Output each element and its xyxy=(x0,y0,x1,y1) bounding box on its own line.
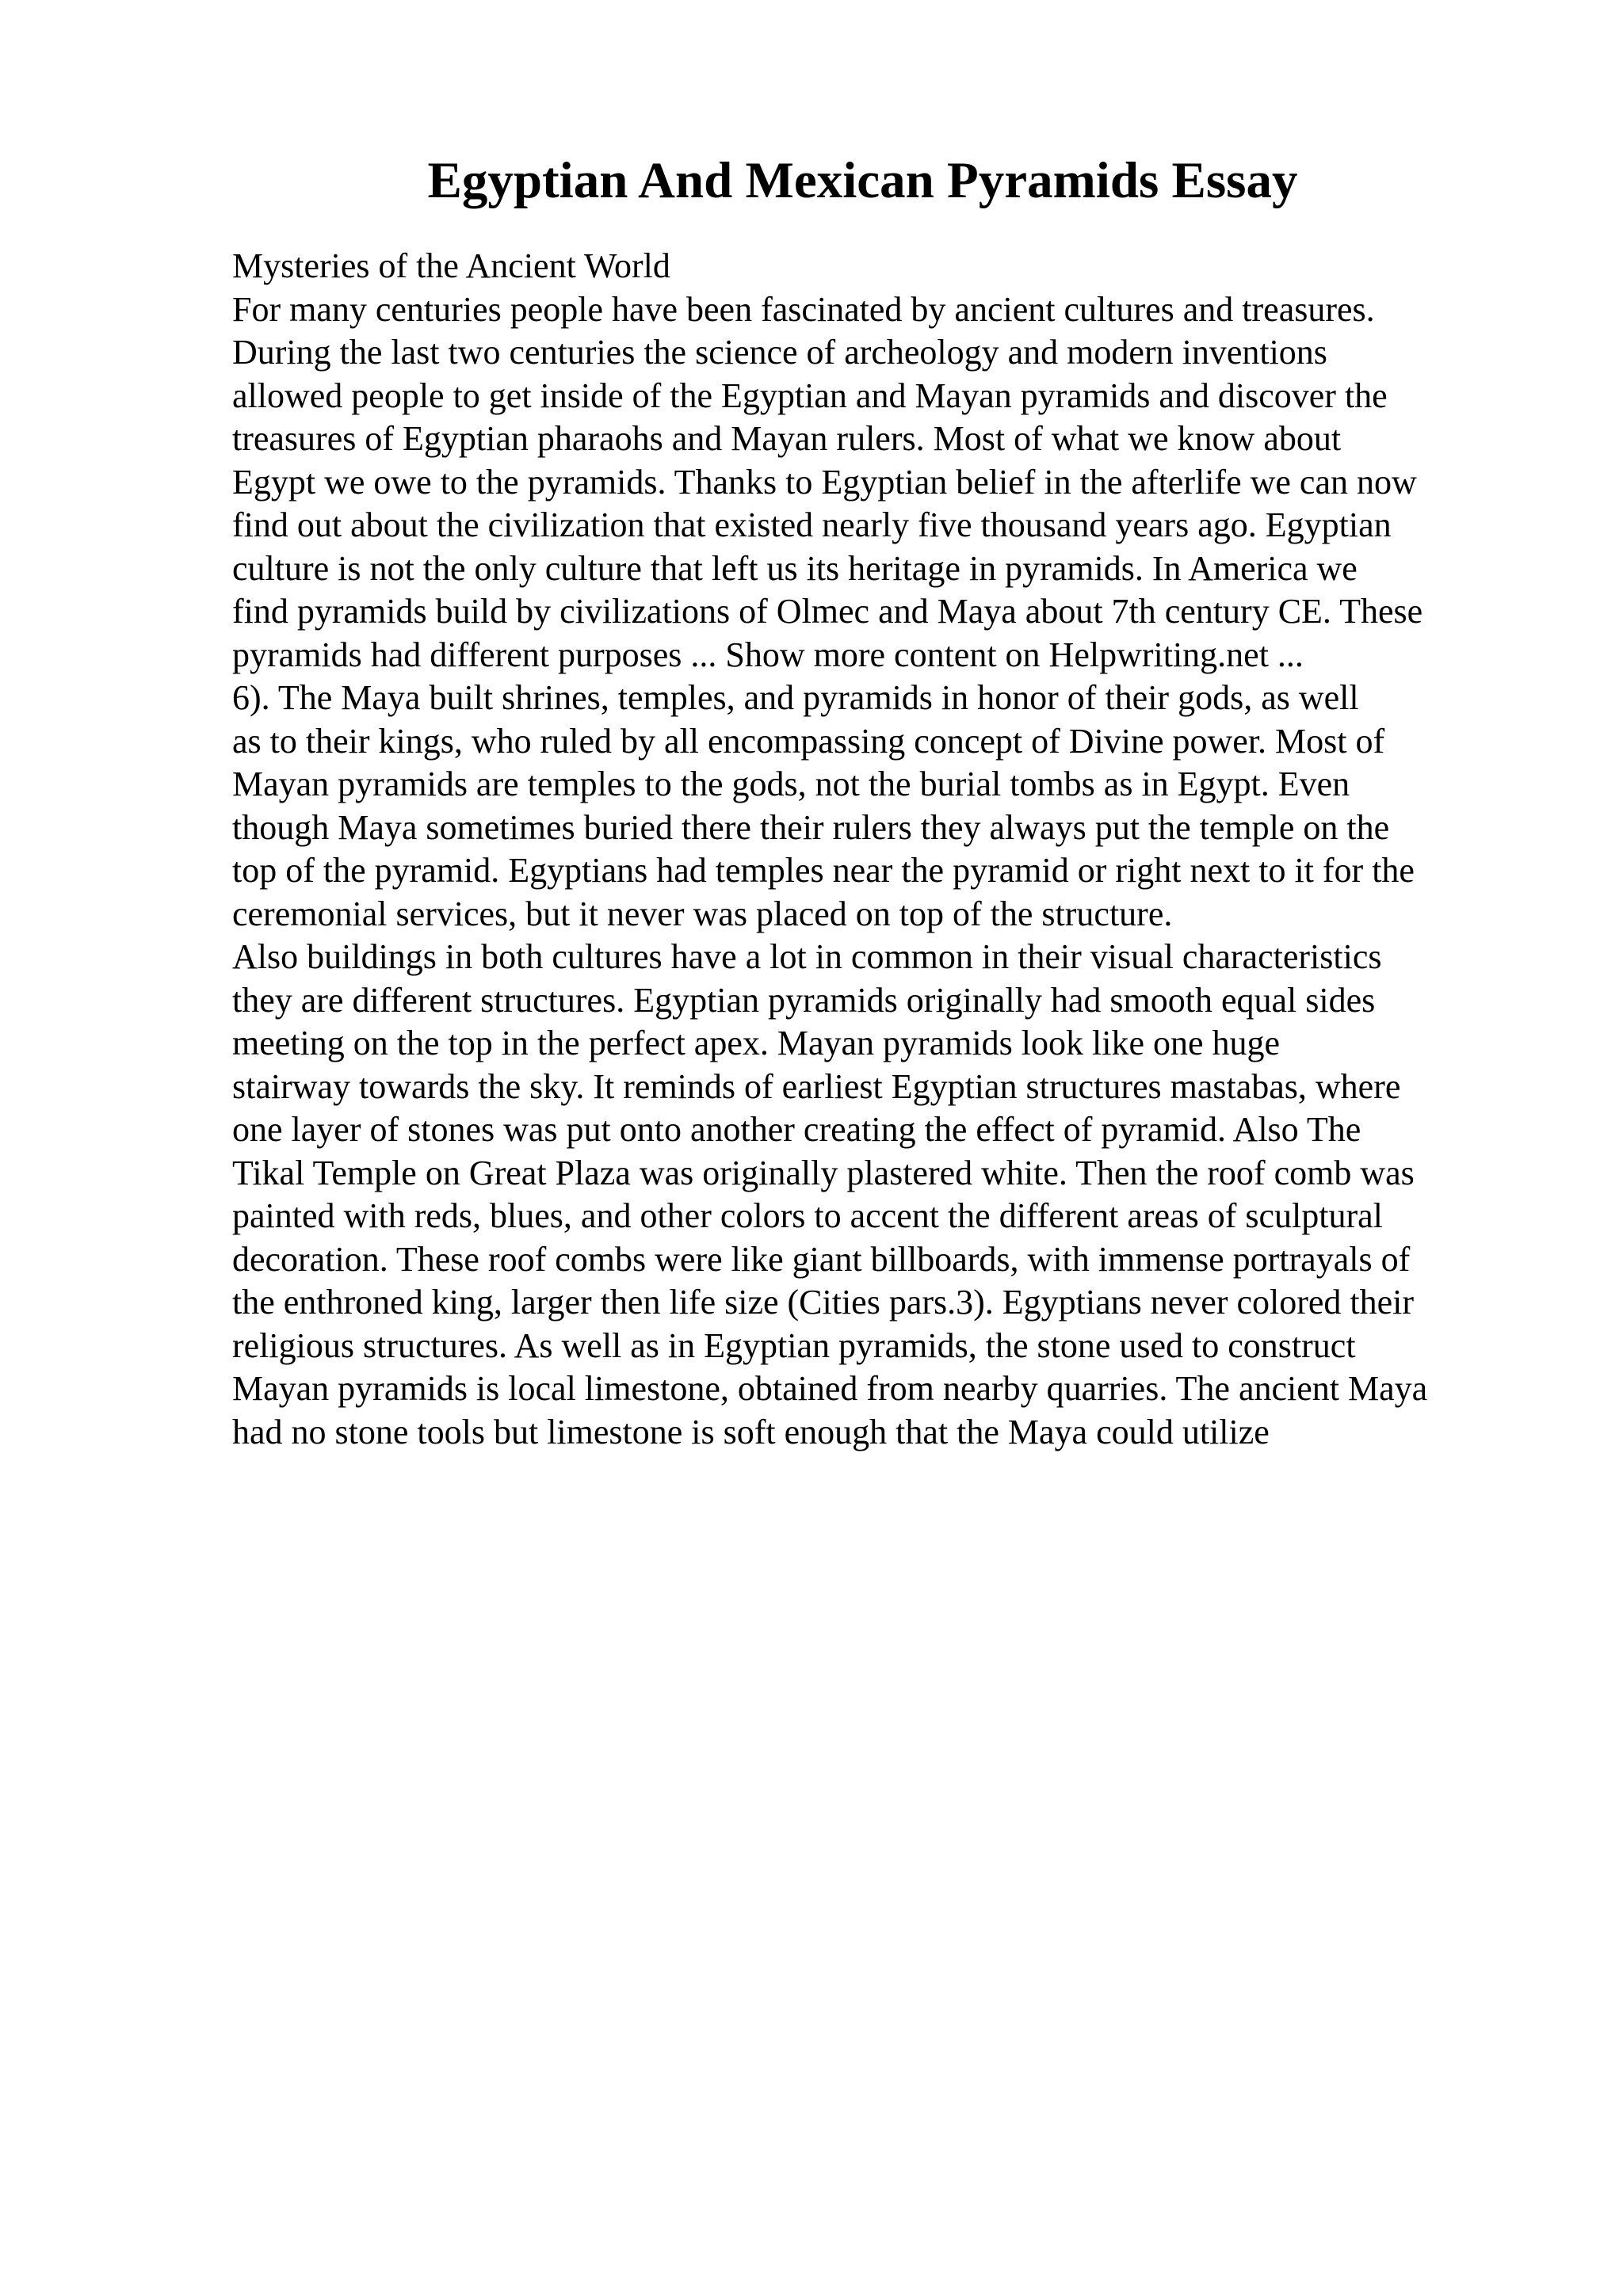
text-line: During the last two centuries the science of archeology and modern inventions xyxy=(232,333,1327,372)
text-line: Mayan pyramids are temples to the gods, not the burial tombs as in Egypt. Even xyxy=(232,765,1350,803)
text-line: they are different structures. Egyptian pyramids originally had smooth equal sides xyxy=(232,980,1376,1020)
text-line: one layer of stones was put onto another creating the effect of pyramid. Also The xyxy=(232,1110,1361,1149)
text-line: had no stone tools but limestone is soft enough that the Maya could utilize xyxy=(232,1412,1270,1451)
text-line: treasures of Egyptian pharaohs and Mayan rulers. Most of what we know about xyxy=(232,419,1342,458)
text-line: though Maya sometimes buried there their rulers they always put the temple on the xyxy=(232,807,1390,847)
text-line: meeting on the top in the perfect apex. Mayan pyramids look like one huge xyxy=(232,1024,1281,1062)
text-line: allowed people to get inside of the Egyptian and Mayan pyramids and discover the xyxy=(232,376,1388,415)
text-line: religious structures. As well as in Egyptian pyramids, the stone used to construct xyxy=(232,1325,1356,1365)
text-line: find pyramids build by civilizations of Olmec and Maya about 7th century CE. These xyxy=(232,592,1423,631)
essay-body xyxy=(232,245,1516,1454)
text-line: Also buildings in both cultures have a lot in common in their visual characteristics xyxy=(232,937,1382,976)
text-line: painted with reds, blues, and other colors to accent the different areas of sculptural xyxy=(232,1196,1383,1235)
text-line: 6). The Maya built shrines, temples, and pyramids in honor of their gods, as well xyxy=(232,678,1359,717)
text-line: top of the pyramid. Egyptians had temples near the pyramid or right next to it for the xyxy=(232,851,1415,890)
text-line: Tikal Temple on Great Plaza was originally plastered white. Then the roof comb was xyxy=(232,1153,1415,1192)
text-line: Mayan pyramids is local limestone, obtained from nearby quarries. The ancient Maya xyxy=(232,1369,1428,1408)
text-line: Mysteries of the Ancient World xyxy=(232,246,670,285)
document-title: Egyptian And Mexican Pyramids Essay xyxy=(427,152,1298,209)
text-line: pyramids had different purposes ... Show more content on Helpwriting.net ... xyxy=(232,635,1304,674)
text-line: decoration. These roof combs were like giant billboards, with immense portrayals of xyxy=(232,1239,1411,1279)
text-line: Egypt we owe to the pyramids. Thanks to Egyptian belief in the afterlife we can now xyxy=(232,462,1417,502)
text-line: culture is not the only culture that left us its heritage in pyramids. In America we xyxy=(232,548,1358,588)
text-line: For many centuries people have been fascinated by ancient cultures and treasures. xyxy=(232,289,1375,329)
text-line: stairway towards the sky. It reminds of earliest Egyptian structures mastabas, where xyxy=(232,1066,1401,1106)
text-line: find out about the civilization that existed nearly five thousand years ago. Egyptian xyxy=(232,505,1392,544)
text-line: the enthroned king, larger then life size (Cities pars.3). Egyptians never colored their xyxy=(232,1283,1415,1322)
text-line: as to their kings, who ruled by all encompassing concept of Divine power. Most of xyxy=(232,721,1385,761)
text-line: ceremonial services, but it never was placed on top of the structure. xyxy=(232,894,1173,933)
